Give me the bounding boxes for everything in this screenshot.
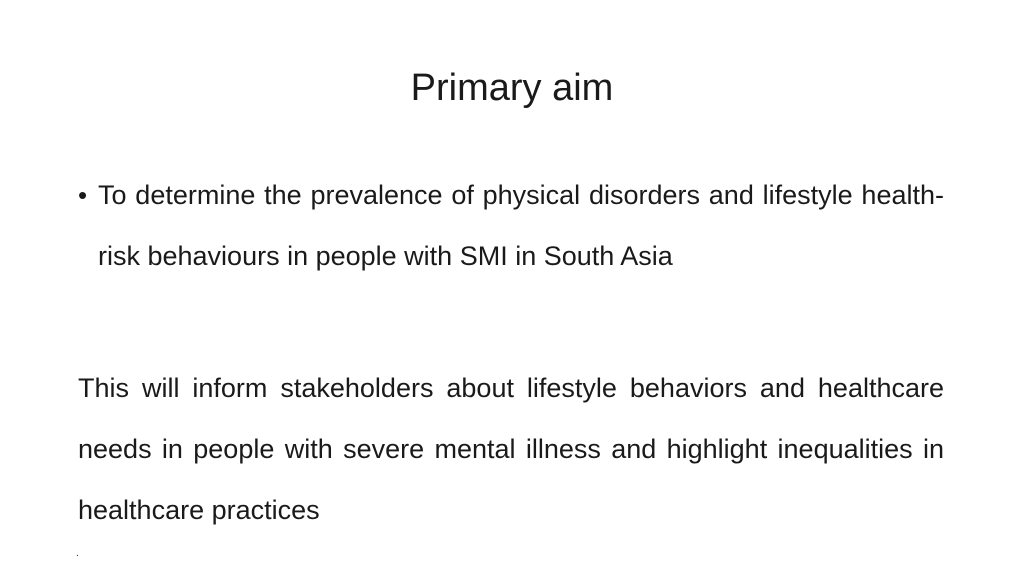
body-paragraph: This will inform stakeholders about lifestyle behaviors and healthcare needs in people with severe mental illness and highlight inequalities in healthcare practices bbox=[78, 373, 944, 525]
trailing-mark: . bbox=[76, 548, 79, 559]
bullet-item bbox=[78, 165, 944, 287]
slide-title: Primary aim bbox=[410, 67, 614, 109]
bullet-text: To determine the prevalence of physical disorders and lifestyle health-risk behaviours in people with SMI in South Asia bbox=[98, 180, 944, 271]
bullet-marker: • bbox=[78, 180, 88, 210]
